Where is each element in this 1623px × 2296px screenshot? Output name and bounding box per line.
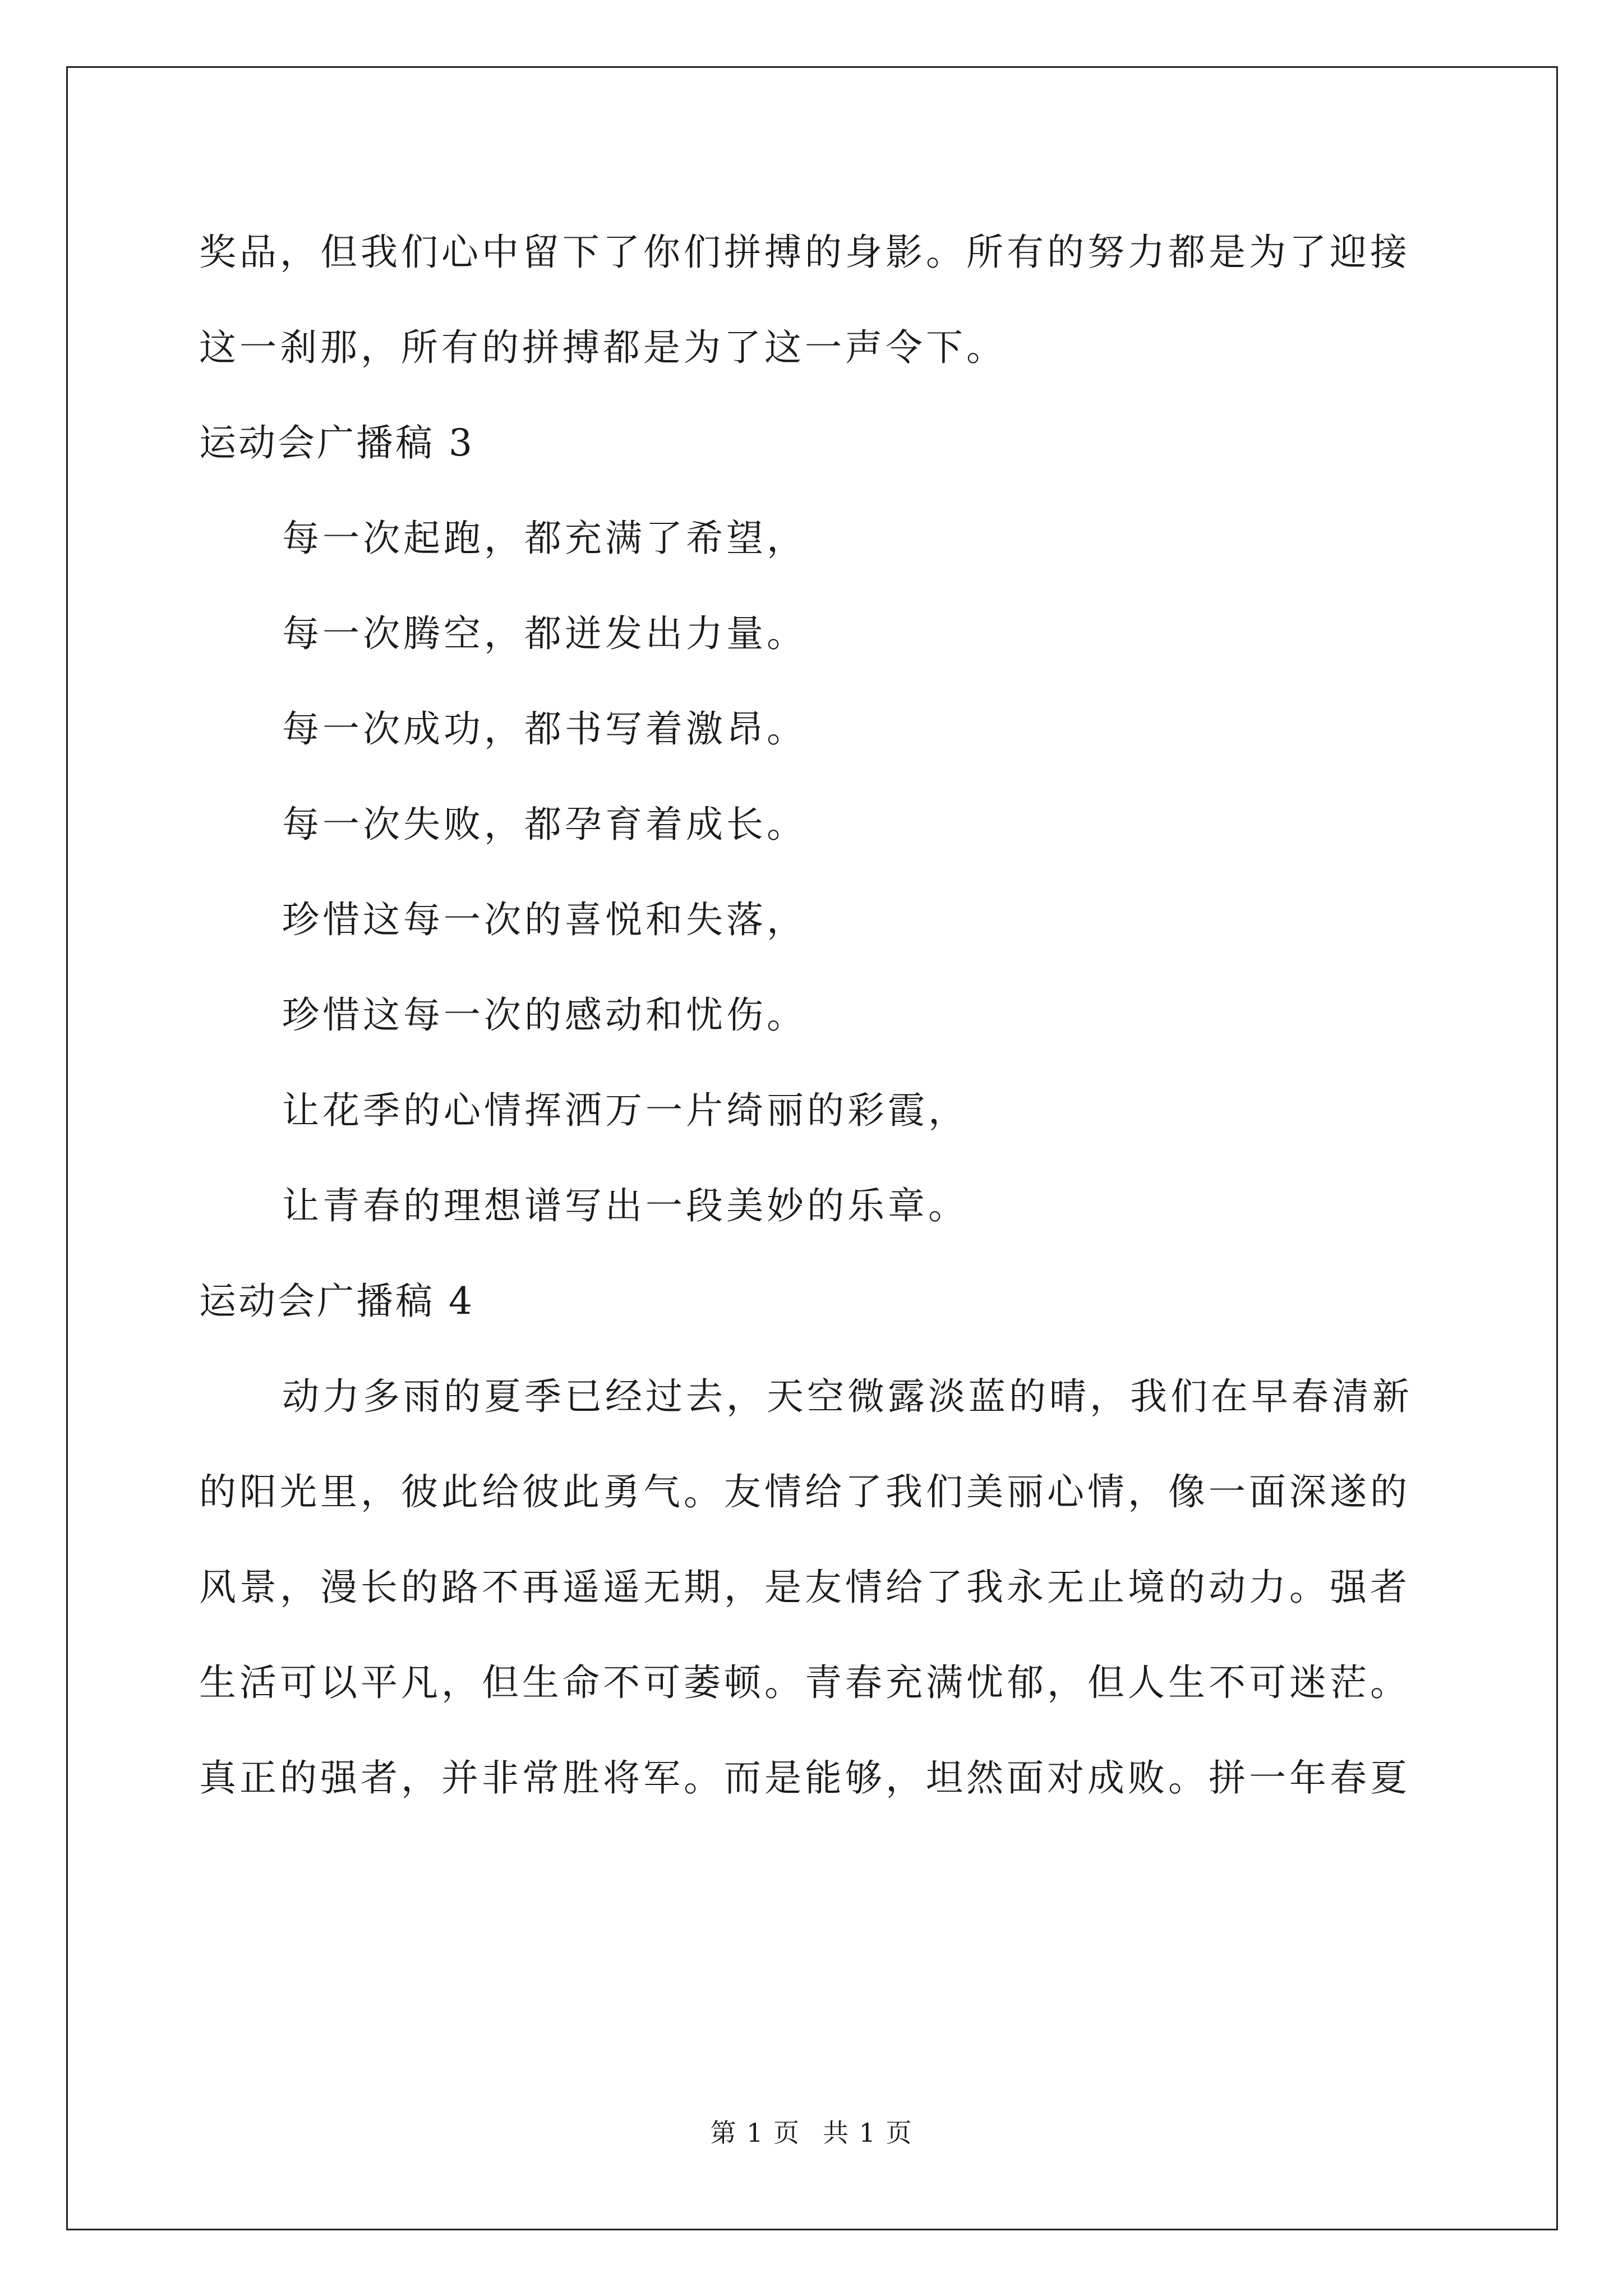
poem-line: 每一次起跑，都充满了希望， bbox=[282, 517, 807, 560]
paragraph-line: 的阳光里，彼此给彼此勇气。友情给了我们美丽心情，像一面深遂的 bbox=[199, 1470, 1410, 1513]
poem-line: 让青春的理想谱写出一段美妙的乐章。 bbox=[282, 1184, 969, 1227]
paragraph-line: 风景，漫长的路不再遥遥无期，是友情给了我永无止境的动力。强者 bbox=[199, 1566, 1410, 1609]
section-heading: 运动会广播稿 4 bbox=[199, 1280, 474, 1323]
poem-line: 每一次腾空，都迸发出力量。 bbox=[282, 612, 807, 655]
paragraph-line: 生活可以平凡，但生命不可萎顿。青春充满忧郁，但人生不可迷茫。 bbox=[199, 1661, 1410, 1704]
paragraph-line: 奖品，但我们心中留下了你们拼搏的身影。所有的努力都是为了迎接 bbox=[199, 231, 1410, 274]
poem-line: 让花季的心情挥洒万一片绮丽的彩霞， bbox=[282, 1089, 969, 1132]
poem-line: 珍惜这每一次的感动和忧伤。 bbox=[282, 993, 807, 1037]
document-body bbox=[199, 227, 1433, 1848]
paragraph-line: 动力多雨的夏季已经过去，天空微露淡蓝的晴，我们在早春清新 bbox=[282, 1375, 1413, 1418]
paragraph-line: 真正的强者，并非常胜将军。而是能够，坦然面对成败。拼一年春夏 bbox=[199, 1756, 1410, 1800]
poem-line: 珍惜这每一次的喜悦和失落， bbox=[282, 898, 807, 941]
paragraph-line: 这一刹那，所有的拼搏都是为了这一声令下。 bbox=[199, 326, 1007, 369]
page-number: 第 1 页 bbox=[710, 2118, 800, 2148]
poem-line: 每一次成功，都书写着激昂。 bbox=[282, 707, 807, 751]
poem-line: 每一次失败，都孕育着成长。 bbox=[282, 803, 807, 846]
section-heading: 运动会广播稿 3 bbox=[199, 421, 474, 464]
page-count: 共 1 页 bbox=[823, 2118, 913, 2148]
page-footer bbox=[0, 2116, 1623, 2150]
